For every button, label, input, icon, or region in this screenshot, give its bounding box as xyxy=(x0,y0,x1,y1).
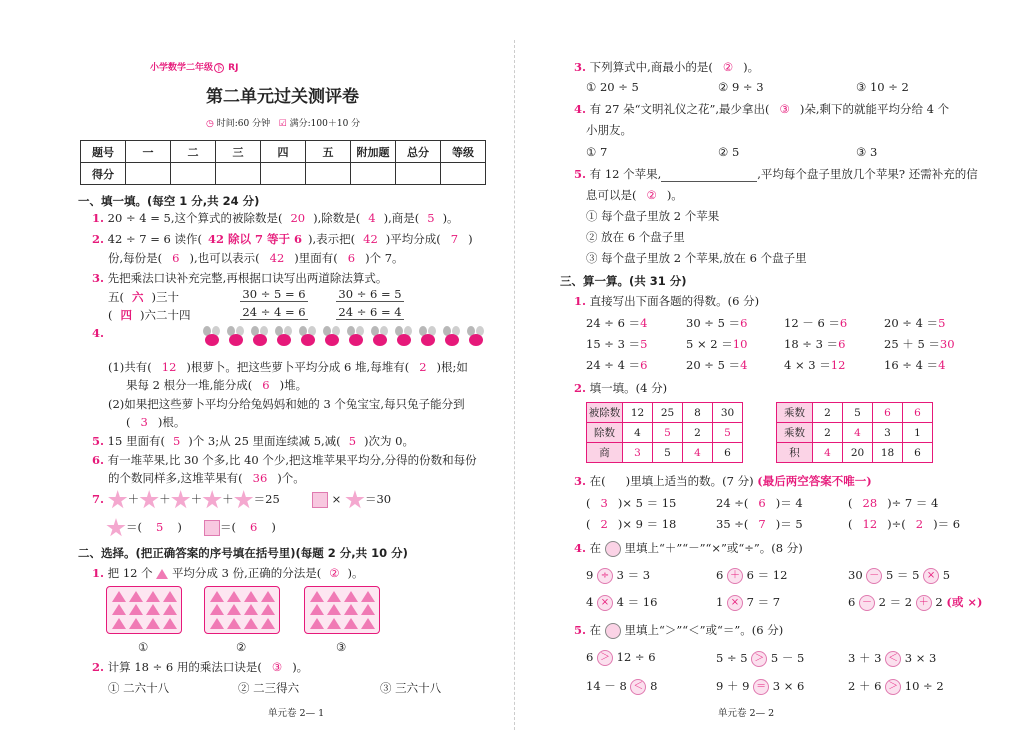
star-icon xyxy=(171,490,191,510)
series-header: 小学数学二年级 下 RJ xyxy=(150,63,239,73)
op-item: 4 × 4 ＝ 16 xyxy=(586,595,658,609)
calc-item: 4 × 3 ＝12 xyxy=(784,358,846,372)
calc-item: 24 ÷ 6 ＝4 xyxy=(586,316,648,330)
option-label: ① xyxy=(138,640,149,654)
radish-icon xyxy=(392,326,414,348)
cmp-item: 9 ＋ 9 ＝ 3 × 6 xyxy=(716,679,805,693)
table-cell: 6 xyxy=(903,443,933,463)
question-1-7-eq2: × ＝30 xyxy=(312,490,391,510)
square-icon xyxy=(204,520,220,536)
circle-blank-icon xyxy=(605,623,621,639)
score-header-cell: 四 xyxy=(261,141,306,163)
q2-3-opt2: ② 9 ÷ 3 xyxy=(718,80,764,94)
q2-5-opt2: ② 放在 6 个盘子里 xyxy=(586,230,685,244)
table-cell: 4 xyxy=(813,443,843,463)
page-title: 第二单元过关测评卷 xyxy=(206,87,359,107)
table-cell: 12 xyxy=(623,403,653,423)
footer-left: 单元卷 2— 1 xyxy=(268,708,325,719)
cmp-item: 14 － 8 ＜ 8 xyxy=(586,679,658,693)
option-3-grouping xyxy=(304,586,380,634)
q4-part2: (2)如果把这些萝卜平均分给兔妈妈和她的 3 个兔宝宝,每只兔子能分到 xyxy=(108,397,465,411)
question-3-2: 2. 填一填。(4 分) xyxy=(574,381,668,395)
score-table xyxy=(80,140,486,185)
option-label: ② xyxy=(236,640,247,654)
question-2-4-line2: 小朋友。 xyxy=(586,123,632,137)
q3-eq2: 30 ÷ 6 = 5 xyxy=(336,287,404,302)
calc-item: 25 ＋ 5 ＝30 xyxy=(884,337,955,351)
score-header-cell: 三 xyxy=(216,141,261,163)
circle-blank-icon xyxy=(605,541,621,557)
triangle-icon xyxy=(156,569,168,579)
square-icon xyxy=(312,492,328,508)
table-cell: 4 xyxy=(683,443,713,463)
clock-icon: ◷ xyxy=(206,119,214,129)
section-3-heading: 三、算一算。(共 31 分) xyxy=(560,274,687,288)
section-2-heading: 二、选择。(把正确答案的序号填在括号里)(每题 2 分,共 10 分) xyxy=(78,546,408,560)
q2-4-opt2: ② 5 xyxy=(718,145,740,159)
star-icon xyxy=(234,490,254,510)
cmp-item: 6 ＞ 12 ÷ 6 xyxy=(586,650,656,664)
grade-mark-icon: 下 xyxy=(215,64,223,72)
score-header-cell: 题号 xyxy=(81,141,126,163)
radish-icon xyxy=(200,326,222,348)
question-1-7-ans2: ＝( 6 ) xyxy=(204,519,276,536)
cmp-item: 5 ÷ 5 ＞ 5 － 5 xyxy=(716,651,805,665)
table-cell: 8 xyxy=(683,403,713,423)
score-header-cell: 二 xyxy=(171,141,216,163)
op-item: 9 ÷ 3 ＝ 3 xyxy=(586,568,651,582)
table-cell: 6 xyxy=(713,443,743,463)
calc-item: 20 ÷ 5 ＝4 xyxy=(686,358,748,372)
score-row-label: 得分 xyxy=(81,163,126,185)
question-2-5: 5. 有 12 个苹果, ,平均每个盘子里放几个苹果? 还需补充的信 xyxy=(574,167,978,181)
table-header: 除数 xyxy=(587,423,623,443)
table-cell: 5 xyxy=(653,443,683,463)
q2-4-opt1: ① 7 xyxy=(586,145,608,159)
question-1-3: 3. 先把乘法口诀补充完整,再根据口诀写出两道除法算式。 xyxy=(92,271,388,285)
score-input-cell[interactable] xyxy=(351,163,396,185)
q3-row1: 五( 六 )三十 xyxy=(108,290,179,304)
op-item: 1 × 7 ＝ 7 xyxy=(716,595,781,609)
table-cell: 3 xyxy=(873,423,903,443)
table-cell: 18 xyxy=(873,443,903,463)
question-1-2: 2. 42 ÷ 7 = 6 读作( 42 除以 7 等于 6 ),表示把( 42 )平均分成( 7 ) xyxy=(92,232,473,246)
radish-icon xyxy=(272,326,294,348)
calc-item: 12 － 6 ＝6 xyxy=(784,316,848,330)
score-header-cell: 一 xyxy=(126,141,171,163)
fill-item: ( 2 )× 9 ＝ 18 xyxy=(586,517,677,531)
table-cell: 1 xyxy=(903,423,933,443)
q2-5-opt3: ③ 每个盘子里放 2 个苹果,放在 6 个盘子里 xyxy=(586,251,807,265)
option-label: ③ xyxy=(336,640,347,654)
q3-eq1: 30 ÷ 5 = 6 xyxy=(240,287,308,302)
cmp-item: 2 ＋ 6 ＞ 10 ÷ 2 xyxy=(848,679,944,693)
q3-row2: ( 四 )六二十四 xyxy=(108,308,191,322)
question-3-4: 4. 在 里填上“＋”“－”“×”或“÷”。(8 分) xyxy=(574,541,803,555)
calc-item: 24 ÷ 4 ＝6 xyxy=(586,358,648,372)
table-cell: 5 xyxy=(843,403,873,423)
q2-2-opt3: ③ 三六十八 xyxy=(380,681,442,695)
page-divider xyxy=(514,40,515,730)
star-icon xyxy=(139,490,159,510)
table-cell: 6 xyxy=(903,403,933,423)
radish-icon xyxy=(464,326,486,348)
question-1-6: 6. 有一堆苹果,比 30 个多,比 40 个少,把这堆苹果平均分,分得的份数和每份 xyxy=(92,453,477,467)
question-2-1: 1. 把 12 个 平均分成 3 份,正确的分法是( ② )。 xyxy=(92,566,364,580)
star-icon xyxy=(108,490,128,510)
radish-icon xyxy=(320,326,342,348)
table-header: 积 xyxy=(777,443,813,463)
table-cell: 25 xyxy=(653,403,683,423)
question-3-3: 3. 在( )里填上适当的数。(7 分) (最后两空答案不唯一) xyxy=(574,474,872,488)
score-header-cell: 附加题 xyxy=(351,141,396,163)
q2-3-opt3: ③ 10 ÷ 2 xyxy=(856,80,909,94)
section-1-heading: 一、填一填。(每空 1 分,共 24 分) xyxy=(78,194,260,208)
fill-item: ( 12 )÷( 2 )＝ 6 xyxy=(848,517,961,531)
table-header: 被除数 xyxy=(587,403,623,423)
question-2-4: 4. 有 27 朵“文明礼仪之花”,最少拿出( ③ )朵,剩下的就能平均分给 4 个 xyxy=(574,102,950,116)
q2-2-opt2: ② 二三得六 xyxy=(238,681,300,695)
score-input-cell[interactable] xyxy=(171,163,216,185)
question-1-1: 1. 20 ÷ 4 = 5,这个算式的被除数是( 20 ),除数是( 4 ),商是( 5 )。 xyxy=(92,211,459,225)
question-2-3: 3. 下列算式中,商最小的是( ② )。 xyxy=(574,60,760,74)
radish-icon xyxy=(248,326,270,348)
table-cell: 2 xyxy=(813,403,843,423)
table-cell: 20 xyxy=(843,443,873,463)
table-cell: 30 xyxy=(713,403,743,423)
question-2-5-line2: 息可以是( ② )。 xyxy=(586,188,683,202)
option-2-grouping xyxy=(204,586,280,634)
blank-line xyxy=(661,167,757,182)
score-header-cell: 等级 xyxy=(441,141,486,163)
option-1-grouping xyxy=(106,586,182,634)
table-cell: 6 xyxy=(873,403,903,423)
question-1-4: 4. xyxy=(92,326,105,340)
fill-item: ( 3 )× 5 ＝ 15 xyxy=(586,496,677,510)
table-cell: 4 xyxy=(843,423,873,443)
star-icon xyxy=(106,518,126,538)
star-icon xyxy=(202,490,222,510)
q4-part2-line2: ( 3 )根。 xyxy=(126,415,186,429)
q2-2-opt1: ① 二六十八 xyxy=(108,681,170,695)
radish-icon xyxy=(440,326,462,348)
calc-item: 18 ÷ 3 ＝6 xyxy=(784,337,846,351)
op-item: 6 ＋ 6 ＝ 12 xyxy=(716,568,788,582)
question-3-5: 5. 在 里填上“＞”“＜”或“＝”。(6 分) xyxy=(574,623,784,637)
fill-item: ( 28 )÷ 7 ＝ 4 xyxy=(848,496,939,510)
op-item: 6 － 2 ＝ 2 ＋ 2 (或 ×) xyxy=(848,595,983,609)
score-input-cell[interactable] xyxy=(126,163,171,185)
exam-meta: ◷ 时间:60 分钟 ☑ 满分:100＋10 分 xyxy=(206,119,361,129)
calc-item: 20 ÷ 4 ＝5 xyxy=(884,316,946,330)
footer-right: 单元卷 2— 2 xyxy=(718,708,775,719)
radish-icon xyxy=(368,326,390,348)
table-cell: 2 xyxy=(813,423,843,443)
question-1-7: 7. ＋ ＋ ＋ ＋ ＝25 xyxy=(92,490,280,510)
table-cell: 2 xyxy=(683,423,713,443)
question-1-7-ans1: ＝( 5 ) xyxy=(106,518,182,538)
question-2-2: 2. 计算 18 ÷ 6 用的乘法口诀是( ③ )。 xyxy=(92,660,309,674)
calc-item: 16 ÷ 4 ＝4 xyxy=(884,358,946,372)
q4-part1-line2: 果每 2 根分一堆,能分成( 6 )堆。 xyxy=(126,378,308,392)
op-item: 30 － 5 ＝ 5 × 5 xyxy=(848,568,951,582)
score-input-cell[interactable] xyxy=(306,163,351,185)
q4-part1: (1)共有( 12 )根萝卜。把这些萝卜平均分成 6 堆,每堆有( 2 )根;如 xyxy=(108,360,468,374)
q2-5-opt1: ① 每个盘子里放 2 个苹果 xyxy=(586,209,720,223)
multiplication-table xyxy=(776,402,933,463)
score-header-cell: 五 xyxy=(306,141,351,163)
radish-icon xyxy=(416,326,438,348)
score-input-cell[interactable] xyxy=(441,163,486,185)
cmp-item: 3 ＋ 3 ＜ 3 × 3 xyxy=(848,651,937,665)
table-header: 乘数 xyxy=(777,403,813,423)
star-icon xyxy=(345,490,365,510)
checkbox-icon: ☑ xyxy=(278,119,287,129)
q3-eq3: 24 ÷ 4 = 6 xyxy=(240,305,308,320)
q3-eq4: 24 ÷ 6 = 4 xyxy=(336,305,404,320)
division-table xyxy=(586,402,743,463)
q2-3-opt1: ① 20 ÷ 5 xyxy=(586,80,639,94)
calc-item: 30 ÷ 5 ＝6 xyxy=(686,316,748,330)
score-header-cell: 总分 xyxy=(396,141,441,163)
score-input-cell[interactable] xyxy=(261,163,306,185)
table-header: 乘数 xyxy=(777,423,813,443)
table-cell: 5 xyxy=(653,423,683,443)
table-header: 商 xyxy=(587,443,623,463)
q2-4-opt3: ③ 3 xyxy=(856,145,878,159)
table-cell: 5 xyxy=(713,423,743,443)
question-3-1: 1. 直接写出下面各题的得数。(6 分) xyxy=(574,294,760,308)
table-cell: 4 xyxy=(623,423,653,443)
fill-item: 35 ÷( 7 )＝ 5 xyxy=(716,517,803,531)
question-1-5: 5. 15 里面有( 5 )个 3;从 25 里面连续减 5,减( 5 )次为 0。 xyxy=(92,434,414,448)
table-cell: 3 xyxy=(623,443,653,463)
score-input-cell[interactable] xyxy=(396,163,441,185)
calc-item: 5 × 2 ＝10 xyxy=(686,337,748,351)
score-input-cell[interactable] xyxy=(216,163,261,185)
question-1-2-line2: 份,每份是( 6 ),也可以表示( 42 )里面有( 6 )个 7。 xyxy=(108,251,404,265)
calc-item: 15 ÷ 3 ＝5 xyxy=(586,337,648,351)
radish-icon xyxy=(296,326,318,348)
radish-row xyxy=(200,326,488,351)
radish-icon xyxy=(344,326,366,348)
radish-icon xyxy=(224,326,246,348)
fill-item: 24 ÷( 6 )＝ 4 xyxy=(716,496,803,510)
question-1-6-line2: 的个数同样多,这堆苹果有( 36 )个。 xyxy=(108,471,305,485)
